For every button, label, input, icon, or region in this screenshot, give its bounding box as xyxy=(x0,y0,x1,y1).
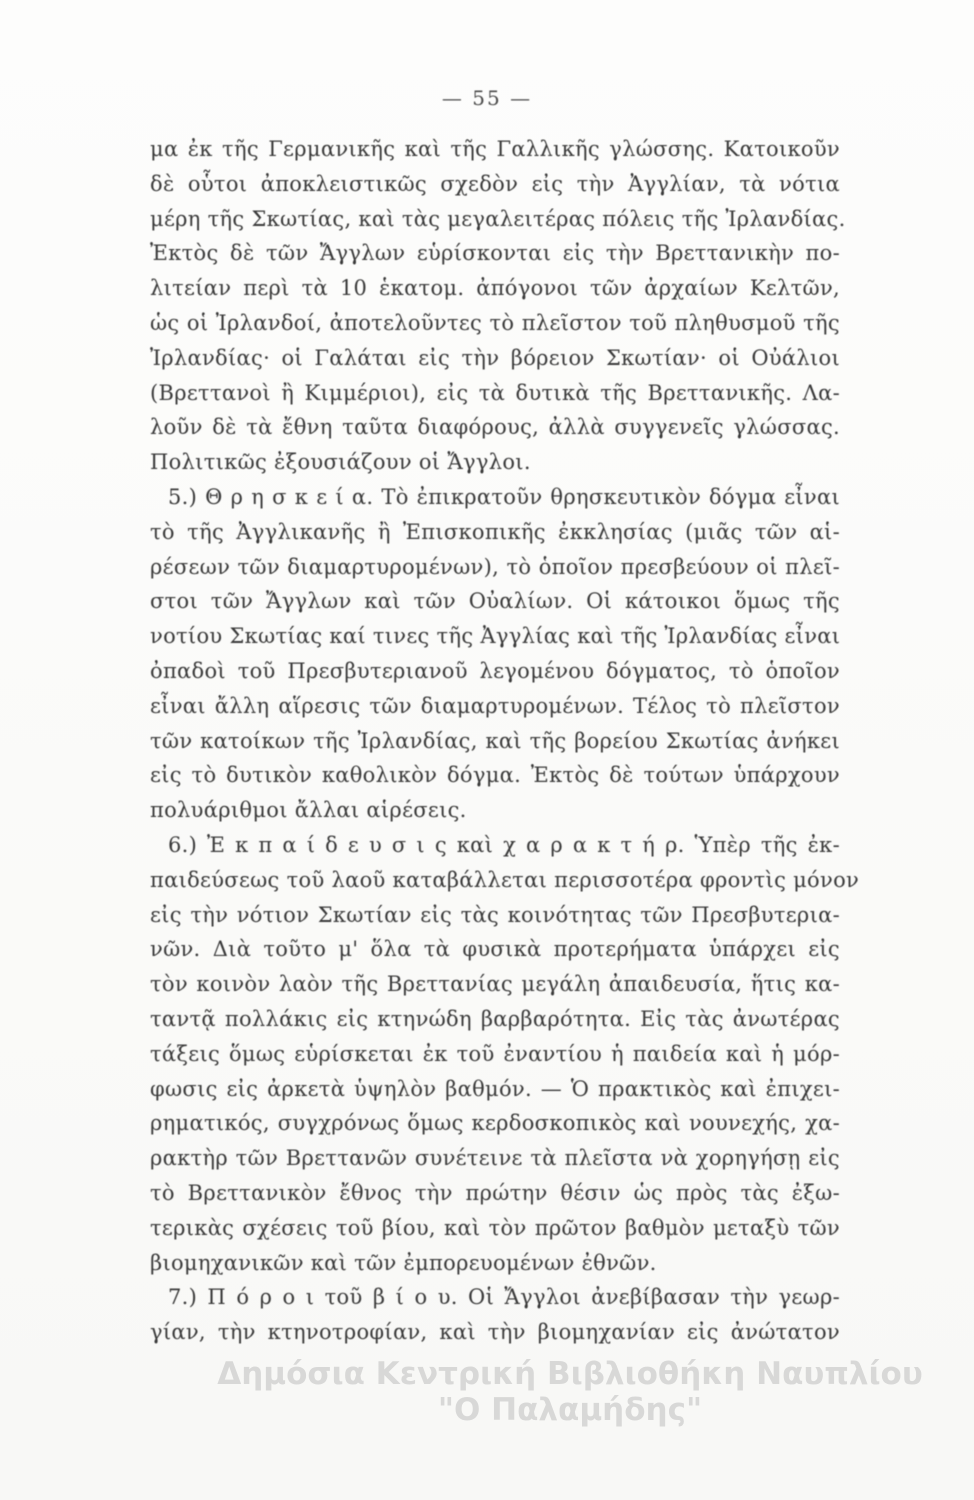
text-line: μέρη τῆς Σκωτίας, καὶ τὰς μεγαλειτέρας πόλεις τῆς Ἰρλανδίας. xyxy=(150,206,846,231)
text-line: νοτίου Σκωτίας καί τινες τῆς Ἀγγλίας καὶ τῆς Ἰρλανδίας εἶναι xyxy=(150,624,841,649)
text-line: τῶν κατοίκων τῆς Ἰρλανδίας, καὶ τῆς βορείου Σκωτίας ἀνήκει xyxy=(150,728,840,753)
text-line: νῶν. Διὰ τοῦτο μ' ὅλα τὰ φυσικὰ προτερήματα ὑπάρχει εἰς xyxy=(150,937,840,962)
text-line: βιομηχανικῶν καὶ τῶν ἐμπορευομένων ἐθνῶν. xyxy=(150,1250,657,1275)
text-line: (Βρεττανοὶ ἢ Κιμμέριοι), εἰς τὰ δυτικὰ τῆς Βρεττανικῆς. Λα- xyxy=(150,380,840,405)
text-line: λοῦν δὲ τὰ ἔθνη ταῦτα διαφόρους, ἀλλὰ συγγενεῖς γλώσσας. xyxy=(150,415,840,440)
text-line: στοι τῶν Ἄγγλων καὶ τῶν Οὐαλίων. Οἱ κάτοικοι ὅμως τῆς xyxy=(150,589,840,614)
text-line: ὡς οἱ Ἰρλανδοί, ἀποτελοῦντες τὸ πλεῖστον τοῦ πληθυσμοῦ τῆς xyxy=(150,310,840,335)
body-text xyxy=(150,132,860,1350)
text-line: πολυάριθμοι ἄλλαι αἱρέσεις. xyxy=(150,798,467,823)
text-line: εἶναι ἄλλη αἵρεσις τῶν διαμαρτυρομένων. Τέλος τὸ πλεῖστον xyxy=(150,693,840,718)
library-watermark xyxy=(200,1356,940,1428)
text-line: τὸν κοινὸν λαὸν τῆς Βρεττανίας μεγάλη ἀπαιδευσία, ἥτις κα- xyxy=(150,972,840,997)
watermark-line: Δημόσια Κεντρική Βιβλιοθήκη Ναυπλίου xyxy=(217,1356,923,1392)
text-line: Ἐκτὸς δὲ τῶν Ἄγγλων εὑρίσκονται εἰς τὴν Βρεττανικὴν πο- xyxy=(150,241,840,266)
text-line: λιτείαν περὶ τὰ 10 ἑκατομ. ἀπόγονοι τῶν ἀρχαίων Κελτῶν, xyxy=(150,276,840,301)
text-line: φωσις εἰς ἀρκετὰ ὑψηλὸν βαθμόν. — Ὁ πρακτικὸς καὶ ἐπιχει- xyxy=(150,1076,840,1101)
section-heading-line: 5.) Θ ρ η σ κ ε ί α. Τὸ ἐπικρατοῦν θρησκευτικὸν δόγμα εἶναι xyxy=(168,484,840,509)
text-line: τερικὰς σχέσεις τοῦ βίου, καὶ τὸν πρῶτον βαθμὸν μεταξὺ τῶν xyxy=(150,1215,840,1240)
text-line: τὸ τῆς Ἀγγλικανῆς ἢ Ἐπισκοπικῆς ἐκκλησίας (μιᾶς τῶν αἱ- xyxy=(150,519,840,544)
text-line: τάξεις ὅμως εὑρίσκεται ἐκ τοῦ ἐναντίου ἡ παιδεία καὶ ἡ μόρ- xyxy=(150,1041,840,1066)
section-heading-line: 7.) Π ό ρ ο ι τοῦ β ί ο υ. Οἱ Ἄγγλοι ἀνεβίβασαν τὴν γεωρ- xyxy=(168,1285,840,1310)
watermark-line: "Ο Παλαμήδης" xyxy=(437,1392,703,1428)
text-line: εἰς τὸ δυτικὸν καθολικὸν δόγμα. Ἐκτὸς δὲ τούτων ὑπάρχουν xyxy=(150,763,840,788)
text-line: ὀπαδοὶ τοῦ Πρεσβυτεριανοῦ λεγομένου δόγματος, τὸ ὁποῖον xyxy=(150,658,840,683)
text-line: ταντᾷ πολλάκις εἰς κτηνώδη βαρβαρότητα. Εἰς τὰς ἀνωτέρας xyxy=(150,1006,840,1031)
section-heading-line: 6.) Ἐ κ π α ί δ ε υ σ ι ς καὶ χ α ρ α κ τ ή ρ. Ὑπὲρ τῆς ἐκ- xyxy=(168,832,840,857)
text-line: Ἰρλανδίας· οἱ Γαλάται εἰς τὴν βόρειον Σκωτίαν· οἱ Οὐάλιοι xyxy=(150,345,840,370)
text-line: ρηματικός, συγχρόνως ὅμως κερδοσκοπικὸς καὶ νουνεχής, χα- xyxy=(150,1111,840,1136)
text-line: ρέσεων τῶν διαμαρτυρομένων), τὸ ὁποῖον πρεσβεύουν οἱ πλεῖ- xyxy=(150,554,840,579)
page-number: — 55 — xyxy=(441,86,533,110)
text-line: δὲ οὗτοι ἀποκλειστικῶς σχεδὸν εἰς τὴν Ἀγγλίαν, τὰ νότια xyxy=(150,171,840,196)
text-line: Πολιτικῶς ἐξουσιάζουν οἱ Ἄγγλοι. xyxy=(150,450,531,475)
text-line: μα ἐκ τῆς Γερμανικῆς καὶ τῆς Γαλλικῆς γλώσσης. Κατοικοῦν xyxy=(150,137,840,161)
text-line: εἰς τὴν νότιον Σκωτίαν εἰς τὰς κοινότητας τῶν Πρεσβυτερια- xyxy=(150,902,840,927)
text-line: τὸ Βρεττανικὸν ἔθνος τὴν πρώτην θέσιν ὡς πρὸς τὰς ἐξω- xyxy=(150,1180,840,1205)
text-line: ρακτὴρ τῶν Βρεττανῶν συνέτεινε τὰ πλεῖστα νὰ χορηγήσῃ εἰς xyxy=(150,1146,840,1171)
text-line: παιδεύσεως τοῦ λαοῦ καταβάλλεται περισσοτέρα φροντὶς μόνον xyxy=(150,867,860,892)
text-line: γίαν, τὴν κτηνοτροφίαν, καὶ τὴν βιομηχανίαν εἰς ἀνώτατον xyxy=(150,1320,840,1345)
